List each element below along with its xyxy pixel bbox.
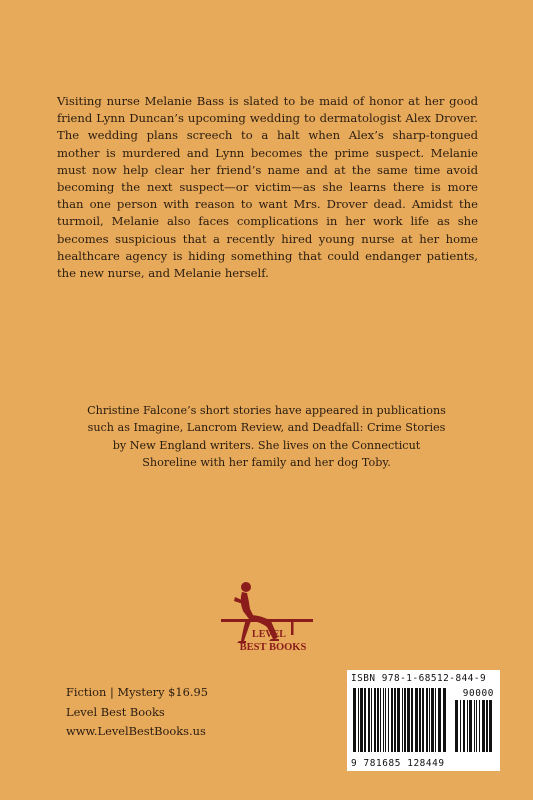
logo-text-level: LEVEL [252,629,286,640]
barcode-bar [380,688,381,752]
barcode-bar [353,688,356,752]
barcode-bar [469,700,472,752]
barcode-bar [383,688,384,752]
publisher-info [66,683,208,742]
price-barcode-bars [455,700,495,752]
isbn-label: ISBN 978-1-68512-844-9 [351,673,487,684]
barcode-bar [388,688,389,752]
barcode-bar [429,688,430,752]
author-bio: Christine Falcone’s short stories have appeared in publications such as Imagine, Lancrom Review, and Deadfall: Crime Stories by New England writers. She lives on the Connecticut Shoreline with her family and her dog Toby. [87,404,446,469]
barcode-bar [385,688,386,752]
barcode-bar [486,700,488,752]
logo-text-best-books: BEST BOOKS [239,642,307,653]
barcode-bar [422,688,424,752]
barcode-bar [411,688,413,752]
barcode-bar [360,688,363,752]
barcode-bar [482,700,485,752]
barcode-bar [435,688,436,752]
barcode-bar [474,700,475,752]
barcode-bar [431,688,434,752]
barcode-bar [415,688,418,752]
barcode-bar [426,688,428,752]
back-cover-blurb: Visiting nurse Melanie Bass is slated to be maid of honor at her good friend Lynn Duncan’s upcoming wedding to dermatologist Alex Drover. The wedding plans screech to a halt when Alex’s sharp-tongued mother is murdered and Lynn becomes the prime suspect. Melanie must now help clear her friend’s name and at the same time avoid becoming the next suspect—or victim—as she learns there is more than one person with reason to want Mrs. Drover dead. Amidst the turmoil, Melanie also faces complications in her work life as she becomes suspicious that a recently hired young nurse at her home healthcare agency is hiding something that could endanger patients, the new nurse, and Melanie herself. [57,94,478,281]
barcode-bar [463,700,465,752]
barcode-bar [391,688,393,752]
barcode-bar [419,688,421,752]
barcode-bar [397,688,400,752]
barcode-bar [438,688,441,752]
barcode-number: 9 781685 128449 [351,758,445,769]
price-code: 90000 [462,688,494,699]
isbn-barcode [347,670,500,771]
publisher-name: Level Best Books [66,704,165,719]
barcode-bar [402,688,403,752]
barcode-bar [460,700,461,752]
barcode-bar [407,688,410,752]
barcode-bar [374,688,376,752]
barcode-bar [476,700,477,752]
level-best-books-logo [213,575,321,663]
barcode-bar [455,700,458,752]
category-price: Fiction | Mystery $16.95 [66,685,209,699]
barcode-bar [489,700,492,752]
barcode-bar [377,688,379,752]
ean-barcode-bars [353,688,449,752]
publisher-website: www.LevelBestBooks.us [66,724,206,738]
barcode-bar [443,688,446,752]
barcode-bar [479,700,480,752]
barcode-bar [371,688,372,752]
barcode-bar [364,688,366,752]
barcode-bar [368,688,370,752]
barcode-bar [467,700,468,752]
barcode-bar [358,688,359,752]
barcode-bar [394,688,396,752]
barcode-bar [404,688,406,752]
